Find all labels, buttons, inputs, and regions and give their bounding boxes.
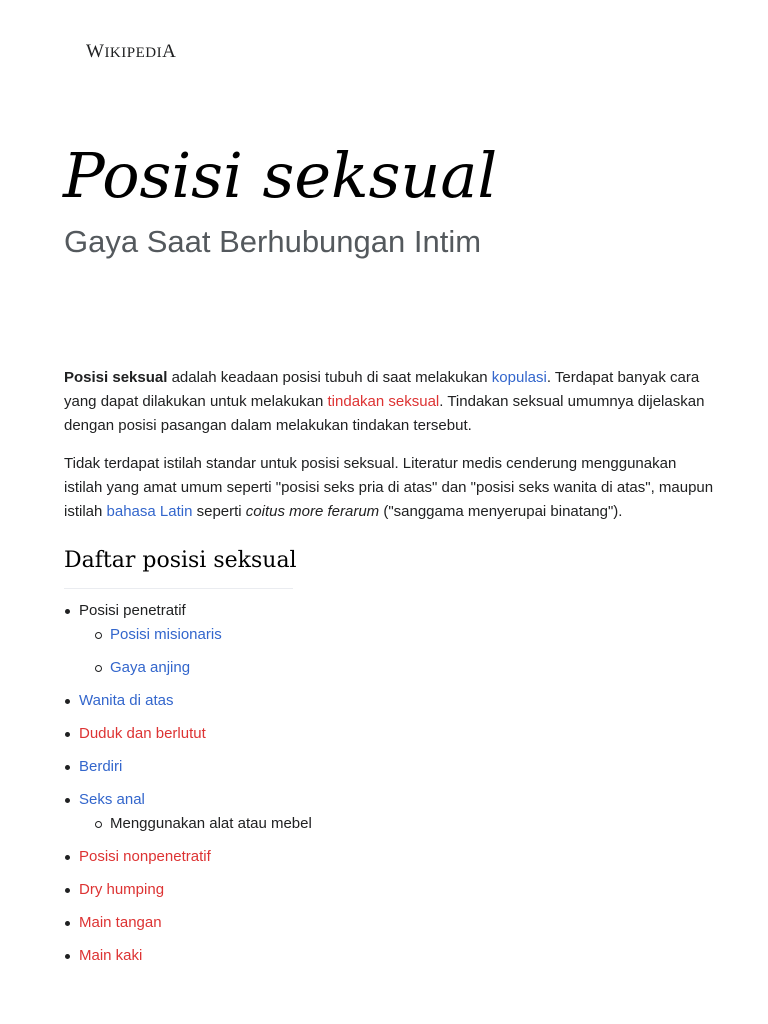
page-title: Posisi seksual (63, 139, 498, 212)
intro-text-3: . Tindakan seksual umumnya dijelaskan dengan posisi pasangan dalam melakukan tindakan tersebut. (64, 393, 705, 434)
position-list (64, 599, 312, 977)
logo-last-letter: A (162, 41, 177, 62)
list-item (64, 599, 312, 680)
link-posisi-nonpenetratif[interactable]: Posisi nonpenetratif (79, 848, 211, 865)
link-berdiri[interactable]: Berdiri (79, 758, 123, 775)
list-item (64, 689, 312, 713)
sub-list-item (79, 623, 312, 647)
intro-paragraph (64, 366, 714, 438)
list-item (64, 788, 312, 836)
list-item-label: Posisi penetratif (79, 602, 186, 619)
link-kopulasi[interactable]: kopulasi (491, 369, 547, 386)
list-item (64, 722, 312, 746)
logo-middle-letters: IKIPEDI (104, 45, 163, 61)
link-posisi-misionaris[interactable]: Posisi misionaris (110, 626, 222, 643)
second-text-3: ("sanggama menyerupai binatang"). (379, 503, 623, 520)
link-bahasa-latin[interactable]: bahasa Latin (106, 503, 193, 520)
link-duduk-dan-berlutut[interactable]: Duduk dan berlutut (79, 725, 206, 742)
list-item (64, 911, 312, 935)
intro-bold-term: Posisi seksual (64, 369, 168, 386)
list-item (64, 845, 312, 869)
latin-term: coitus more ferarum (245, 503, 380, 520)
list-item (64, 944, 312, 968)
intro-text-1: adalah keadaan posisi tubuh di saat melakukan (167, 369, 492, 386)
link-tindakan-seksual[interactable]: tindakan seksual (327, 393, 440, 410)
logo-first-letter: W (86, 41, 105, 62)
page-subtitle: Gaya Saat Berhubungan Intim (64, 224, 482, 259)
list-item (64, 878, 312, 902)
sub-list-item-label: Menggunakan alat atau mebel (110, 815, 312, 832)
second-text-2: seperti (192, 503, 246, 520)
sub-list-item (79, 656, 312, 680)
sub-list (79, 812, 312, 836)
link-gaya-anjing[interactable]: Gaya anjing (110, 659, 191, 676)
link-wanita-di-atas[interactable]: Wanita di atas (79, 692, 174, 709)
link-seks-anal[interactable]: Seks anal (79, 791, 145, 808)
wikipedia-logo[interactable] (86, 40, 176, 65)
sub-list-item (79, 812, 312, 836)
intro-text-2: . Terdapat banyak cara yang dapat dilakukan untuk melakukan (64, 369, 700, 410)
sub-list (79, 623, 312, 680)
second-text-1: Tidak terdapat istilah standar untuk posisi seksual. Literatur medis cenderung menggunakan istilah yang amat umum seperti "posisi seks pria di atas" dan "posisi seks wanita di atas", maupun istilah (64, 455, 714, 520)
article-body (64, 366, 714, 538)
section-heading: Daftar posisi seksual (64, 544, 293, 589)
second-paragraph (64, 452, 714, 524)
link-main-tangan[interactable]: Main tangan (79, 914, 162, 931)
link-dry-humping[interactable]: Dry humping (79, 881, 165, 898)
list-item (64, 755, 312, 779)
link-main-kaki[interactable]: Main kaki (79, 947, 143, 964)
